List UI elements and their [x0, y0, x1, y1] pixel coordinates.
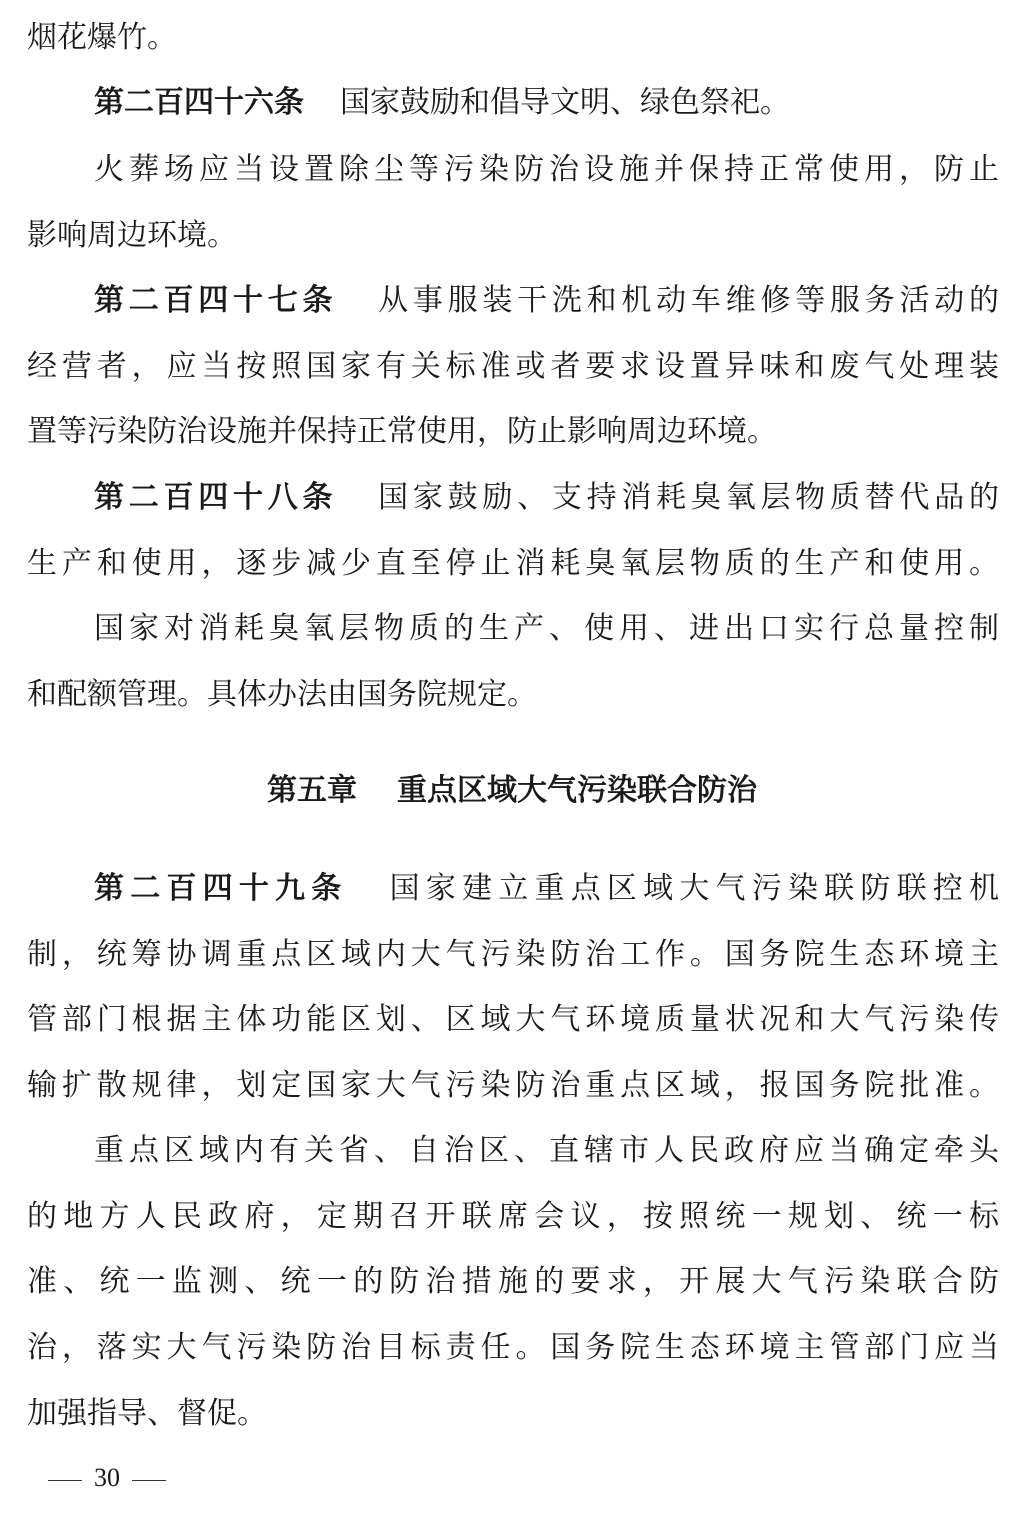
article-249-line [94, 863, 999, 915]
text-line: 烟花爆竹。 [27, 20, 177, 55]
text-line: 制，统筹协调重点区域内大气污染防治工作。国务院生态环境主 [27, 937, 999, 972]
text-line: 经营者，应当按照国家有关标准或者要求设置异味和废气处理装 [27, 349, 999, 384]
chapter-heading [0, 765, 1024, 817]
article-heading: 第二百四十七条 [94, 283, 338, 318]
article-text: 国家建立重点区域大气污染联防联控机 [383, 871, 999, 906]
text-line: 影响周边环境。 [27, 218, 237, 253]
footer-dash-right [132, 1480, 166, 1481]
article-heading: 第二百四十六条 [94, 85, 304, 120]
text-line: 输扩散规律，划定国家大气污染防治重点区域，报国务院批准。 [27, 1068, 999, 1103]
text-line: 重点区域内有关省、自治区、直辖市人民政府应当确定牵头 [94, 1133, 999, 1168]
text-line: 生产和使用，逐步减少直至停止消耗臭氧层物质的生产和使用。 [27, 546, 999, 581]
article-246-line [94, 77, 999, 129]
text-line: 治，落实大气污染防治目标责任。国务院生态环境主管部门应当 [27, 1330, 999, 1365]
article-text: 国家鼓励、支持消耗臭氧层物质替代品的 [373, 480, 999, 515]
page-number: 30 [94, 1463, 120, 1492]
text-line: 的地方人民政府，定期召开联席会议，按照统一规划、统一标 [27, 1199, 999, 1234]
article-248-line [94, 472, 999, 524]
text-line: 置等污染防治设施并保持正常使用，防止影响周边环境。 [27, 414, 777, 449]
article-heading: 第二百四十八条 [94, 480, 338, 515]
page-footer [36, 1460, 178, 1496]
text-line: 管部门根据主体功能区划、区域大气环境质量状况和大气污染传 [27, 1002, 999, 1037]
chapter-number: 第五章 [267, 773, 357, 808]
article-text: 国家鼓励和倡导文明、绿色祭祀。 [340, 85, 790, 120]
text-line: 和配额管理。具体办法由国务院规定。 [27, 677, 537, 712]
article-247-line [94, 275, 999, 327]
chapter-title: 重点区域大气污染联合防治 [397, 773, 757, 808]
text-line: 火葬场应当设置除尘等污染防治设施并保持正常使用，防止 [94, 152, 999, 187]
text-line: 国家对消耗臭氧层物质的生产、使用、进出口实行总量控制 [94, 611, 999, 646]
article-heading: 第二百四十九条 [94, 871, 348, 906]
text-line: 准、统一监测、统一的防治措施的要求，开展大气污染联合防 [27, 1264, 999, 1299]
text-line: 加强指导、督促。 [27, 1396, 267, 1431]
footer-dash-left [48, 1480, 82, 1481]
article-text: 从事服装干洗和机动车维修等服务活动的 [373, 283, 999, 318]
